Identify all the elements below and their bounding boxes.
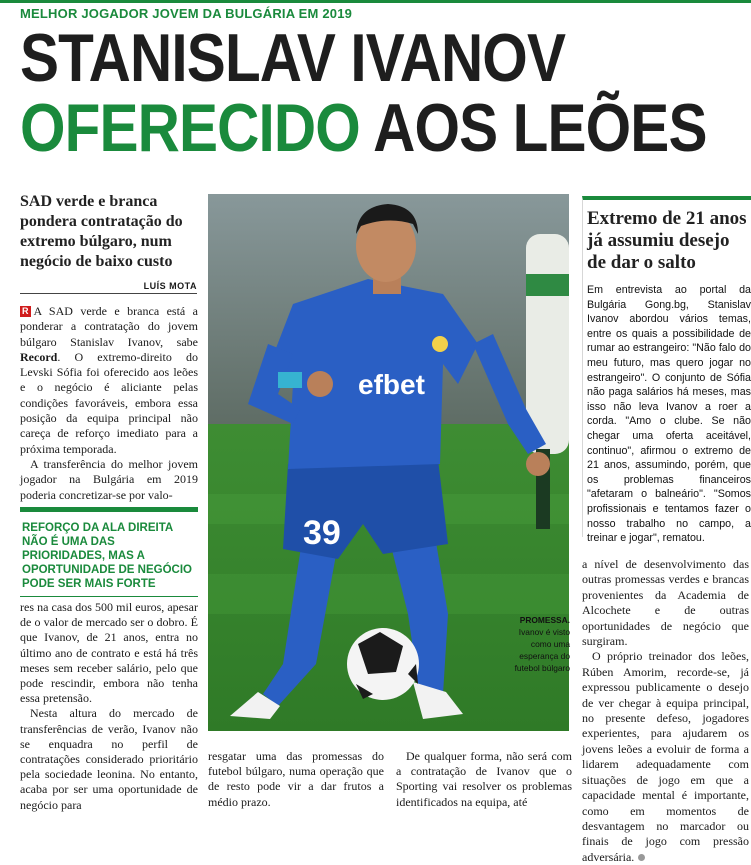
paragraph-3: Nesta altura do mercado de transferências de verão, Ivanov não se enquadra no perfil de contratações considerado prioritário pela sociedade leonina. No entanto, acaba por ser uma oportunidade de negócio para bbox=[20, 706, 198, 812]
pull-quote-text: REFORÇO DA ALA DIREITA NÃO É UMA DAS PRIORIDADES, MAS A OPORTUNIDADE DE NEGÓCIO PODE SER MAIS FORTE bbox=[22, 522, 192, 590]
paragraph-1-b: . O extremo-direito do Levski Sófia foi oferecido aos leões e o negócio é aliciante pelas condições favoráveis, embora essa posição da equipa principal não careça de reforço imediato para a próxima temporada. bbox=[20, 349, 198, 456]
shirt-number: 39 bbox=[303, 514, 341, 552]
paragraph-col4-1: a nível de desenvolvimento das outras promessas verdes e brancas provenientes da Academia de Alcochete e de outras oportunidades de negócio que surgiram. bbox=[582, 557, 749, 649]
pull-quote bbox=[20, 507, 198, 597]
headline-green-word: OFERECIDO bbox=[20, 90, 360, 166]
sidebar-title: Extremo de 21 anos já assumiu desejo de dar o salto bbox=[587, 208, 747, 273]
paragraph-2: A transferência do melhor jovem jogador na Bulgária em 2019 poderia concretizar-se por valo- bbox=[20, 456, 198, 502]
caption-lead: PROMESSA. bbox=[519, 615, 570, 625]
headline-line1: STANISLAV IVANOV bbox=[20, 20, 566, 96]
paragraph-col3: De qualquer forma, não será com a contratação de Ivanov que o Sporting vai resolver os problemas identificados na equipa, até bbox=[396, 749, 572, 809]
photo-caption bbox=[508, 614, 570, 674]
deck: SAD verde e branca pondera contratação do extremo búlgaro, num negócio de baixo custo bbox=[20, 193, 183, 270]
body-column-3 bbox=[396, 749, 572, 810]
sidebar-box bbox=[582, 196, 751, 545]
shirt-sponsor: efbet bbox=[358, 369, 425, 400]
paragraph-1-bold: Record bbox=[20, 349, 58, 364]
caption-text: Ivanov é visto como uma esperança do futebol búlgaro bbox=[514, 627, 570, 673]
record-logo-icon: R bbox=[22, 306, 29, 316]
paragraph-1 bbox=[20, 304, 198, 457]
end-of-article-icon bbox=[638, 854, 645, 861]
paragraph-col4-2-text: O próprio treinador dos leões, Rúben Amorim, recorde-se, já expressou publicamente o desejo de ver chegar à equipa principal, no presente defeso, jogadores experientes, para ajudarem os jovens leões a evoluir de forma a lidarem adequadamente com situações de jogo em que a capacidade mental é importante, como em momentos de desvantagem no marcador ou finais de jogo com pressão adversária. bbox=[582, 649, 749, 864]
paragraph-2-continued: res na casa dos 500 mil euros, apesar de o valor de mercado ser o dobro. É que Ivanov, de 21 anos, entra no último ano de contrato e está há três meses sem receber salário, pelo que pode rescindir, embora não tenha essa pretensão. bbox=[20, 600, 198, 706]
sidebar-text: Em entrevista ao portal da Bulgária Gong.bg, Stanislav Ivanov abordou vários temas, entre os quais a possibilidade de rumar ao estrangeiro: "Não falo do meu futuro, mas quero jogar no estrangeiro". O conjunto de Sófia não paga salários há meses, mas isso não leva Ivanov a roer a corda. "Amo o clube. Se não chegar uma oferta aceitável, continuo", afirmou o extremo de 21 anos, assumindo, porém, que os problemas financeiros "afetaram o balneário". "Somos profissionais e tentamos fazer o nosso trabalho no campo, a treinar e jogar", rematou. bbox=[587, 284, 751, 545]
headline-dark-words: AOS LEÕES bbox=[359, 90, 707, 166]
body-column-2 bbox=[208, 749, 384, 810]
body-column-4 bbox=[582, 557, 749, 865]
kicker: MELHOR JOGADOR JOVEM DA BULGÁRIA EM 2019 bbox=[20, 6, 353, 21]
top-rule bbox=[0, 0, 751, 3]
body-column-1 bbox=[20, 304, 198, 503]
headline-line2 bbox=[20, 92, 707, 164]
byline: LUÍS MOTA bbox=[20, 281, 197, 294]
paragraph-1-a: A SAD verde e branca está a ponderar a contratação do jovem búlgaro Stanislav Ivanov, sabe bbox=[20, 304, 198, 349]
paragraph-col4-2 bbox=[582, 649, 749, 865]
body-column-1-continued bbox=[20, 600, 198, 813]
paragraph-col2: resgatar uma das promessas do futebol búlgaro, numa operação que de resto pode vir a dar frutos a médio prazo. bbox=[208, 749, 384, 809]
